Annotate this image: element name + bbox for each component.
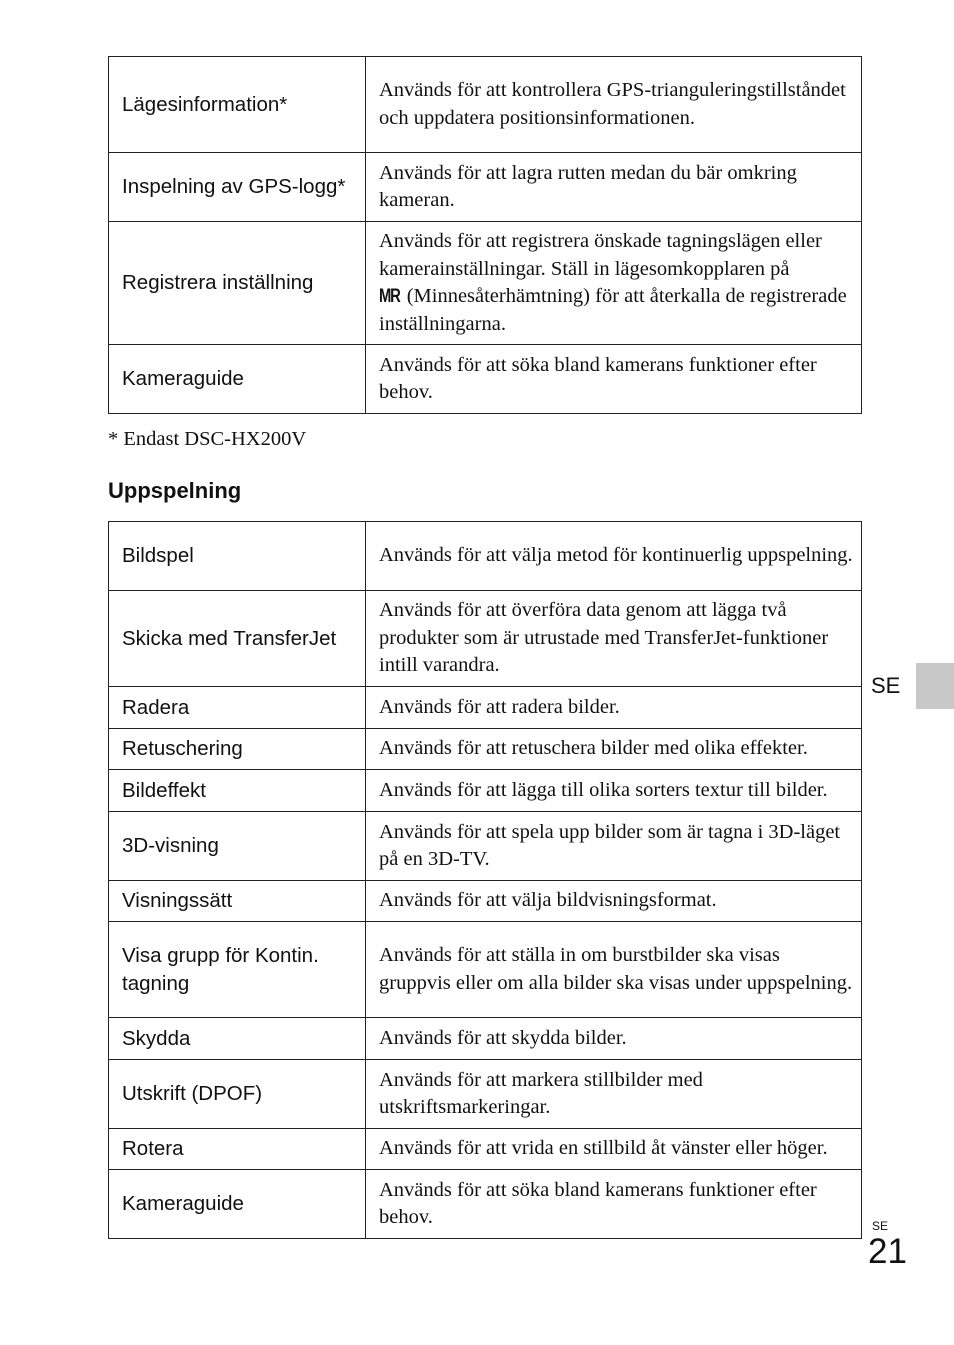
description-cell [366,222,862,345]
page-number: 21 [868,1232,907,1271]
term-cell: Skicka med TransferJet [109,591,366,687]
description-cell: Används för att radera bilder. [366,687,862,729]
term-cell: Skydda [109,1018,366,1060]
section-heading: Uppspelning [108,478,242,503]
table-row [109,729,862,770]
description-cell: Används för att kontrollera GPS-trianguleringstillståndet och uppdatera positionsinformationen. [366,57,862,153]
term-cell: Visa grupp för Kontin. tagning [109,922,366,1018]
description-cell: Används för att lägga till olika sorters textur till bilder. [366,770,862,812]
table-row [109,1129,862,1170]
description-cell: Används för att ställa in om burstbilder ska visas gruppvis eller om alla bilder ska visas under uppspelning. [366,922,862,1018]
term-cell: Visningssätt [109,881,366,922]
table-row [109,881,862,922]
function-table-shooting [108,56,862,414]
term-cell: Utskrift (DPOF) [109,1060,366,1129]
description-cell: Används för att spela upp bilder som är tagna i 3D-läget på en 3D-TV. [366,812,862,881]
description-cell: Används för att lagra rutten medan du bär omkring kameran. [366,153,862,222]
table-row [109,687,862,729]
description-cell: Används för att välja metod för kontinuerlig uppspelning. [366,522,862,591]
term-cell: Inspelning av GPS-logg* [109,153,366,222]
language-side-tab [916,663,954,709]
term-cell: Bildeffekt [109,770,366,812]
term-cell: Radera [109,687,366,729]
table-row [109,1170,862,1239]
description-cell: Används för att välja bildvisningsformat. [366,881,862,922]
page-language-code: SE [872,1219,889,1233]
table-row [109,922,862,1018]
description-cell: Används för att markera stillbilder med utskriftsmarkeringar. [366,1060,862,1129]
term-cell: Registrera inställning [109,222,366,345]
side-tab-label: SE [871,673,901,698]
description-cell: Används för att överföra data genom att lägga två produkter som är utrustade med TransferJet-funktioner intill varandra. [366,591,862,687]
description-text: (Minnesåterhämtning) för att återkalla de registrerade inställningarna. [379,285,847,335]
description-text: Används för att registrera önskade tagningslägen eller kamerainställningar. Ställ in lägesomkopplaren på [379,230,822,280]
term-cell: Retuschering [109,729,366,770]
memory-recall-icon: MR [379,286,400,307]
term-cell: Bildspel [109,522,366,591]
table-row [109,57,862,153]
description-cell: Används för att vrida en stillbild åt vänster eller höger. [366,1129,862,1170]
table-row [109,591,862,687]
footnote: * Endast DSC-HX200V [108,428,307,450]
term-cell: 3D-visning [109,812,366,881]
table-row [109,812,862,881]
table-row [109,522,862,591]
description-cell: Används för att retuschera bilder med olika effekter. [366,729,862,770]
table-row [109,1060,862,1129]
term-cell: Kameraguide [109,1170,366,1239]
table-row [109,770,862,812]
term-cell: Rotera [109,1129,366,1170]
description-cell: Används för att söka bland kamerans funktioner efter behov. [366,345,862,414]
table-row [109,1018,862,1060]
description-cell: Används för att skydda bilder. [366,1018,862,1060]
table-row [109,222,862,345]
description-cell: Används för att söka bland kamerans funktioner efter behov. [366,1170,862,1239]
table-row [109,345,862,414]
term-cell: Kameraguide [109,345,366,414]
term-cell: Lägesinformation* [109,57,366,153]
function-table-playback [108,521,862,1239]
table-row [109,153,862,222]
